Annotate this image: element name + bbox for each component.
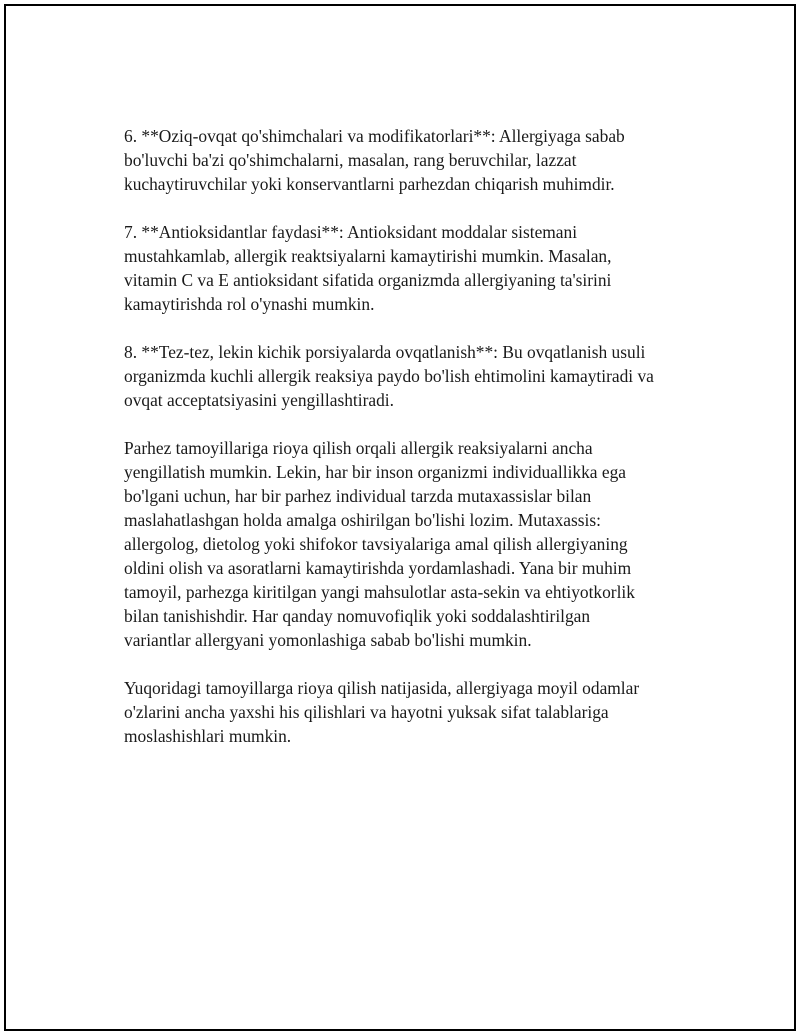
text-line: maslahatlashgan holda amalga oshirilgan bo'lishi lozim. Mutaxassis: bbox=[124, 510, 601, 530]
text-line: kamaytirishda rol o'ynashi mumkin. bbox=[124, 294, 375, 314]
text-line: 8. **Tez-tez, lekin kichik porsiyalarda ovqatlanish**: Bu ovqatlanish usuli bbox=[124, 342, 646, 362]
paragraph-item-8 bbox=[124, 340, 704, 412]
text-line: bo'luvchi ba'zi qo'shimchalarni, masalan, rang beruvchilar, lazzat bbox=[124, 150, 577, 170]
text-line: oldini olish va asoratlarni kamaytirishda yordamlashadi. Yana bir muhim bbox=[124, 558, 632, 578]
text-line: tamoyil, parhezga kiritilgan yangi mahsulotlar asta-sekin va ehtiyotkorlik bbox=[124, 582, 635, 602]
text-line: variantlar allergyani yomonlashiga sabab bo'lishi mumkin. bbox=[124, 630, 532, 650]
text-line: 6. **Oziq-ovqat qo'shimchalari va modifikatorlari**: Allergiyaga sabab bbox=[124, 126, 625, 146]
paragraph-item-7 bbox=[124, 220, 704, 316]
text-line: bo'lgani uchun, har bir parhez individual tarzda mutaxassislar bilan bbox=[124, 486, 592, 506]
paragraph-conclusion bbox=[124, 676, 704, 748]
text-line: moslashishlari mumkin. bbox=[124, 726, 292, 746]
paragraph-summary bbox=[124, 436, 704, 652]
text-line: ovqat acceptatsiyasini yengillashtiradi. bbox=[124, 390, 394, 410]
text-line: yengillatish mumkin. Lekin, har bir inson organizmi individuallikka ega bbox=[124, 462, 626, 482]
page-frame bbox=[4, 4, 796, 1031]
text-line: o'zlarini ancha yaxshi his qilishlari va hayotni yuksak sifat talablariga bbox=[124, 702, 609, 722]
text-line: bilan tanishishdir. Har qanday nomuvofiqlik yoki soddalashtirilgan bbox=[124, 606, 591, 626]
text-line: vitamin C va E antioksidant sifatida organizmda allergiyaning ta'sirini bbox=[124, 270, 612, 290]
text-line: Yuqoridagi tamoyillarga rioya qilish natijasida, allergiyaga moyil odamlar bbox=[124, 678, 640, 698]
document-body bbox=[124, 124, 704, 772]
text-line: 7. **Antioksidantlar faydasi**: Antioksidant moddalar sistemani bbox=[124, 222, 578, 242]
text-line: Parhez tamoyillariga rioya qilish orqali allergik reaksiyalarni ancha bbox=[124, 438, 593, 458]
text-line: allergolog, dietolog yoki shifokor tavsiyalariga amal qilish allergiyaning bbox=[124, 534, 628, 554]
paragraph-item-6 bbox=[124, 124, 704, 196]
text-line: kuchaytiruvchilar yoki konservantlarni parhezdan chiqarish muhimdir. bbox=[124, 174, 615, 194]
text-line: organizmda kuchli allergik reaksiya paydo bo'lish ehtimolini kamaytiradi va bbox=[124, 366, 654, 386]
text-line: mustahkamlab, allergik reaktsiyalarni kamaytirishi mumkin. Masalan, bbox=[124, 246, 612, 266]
